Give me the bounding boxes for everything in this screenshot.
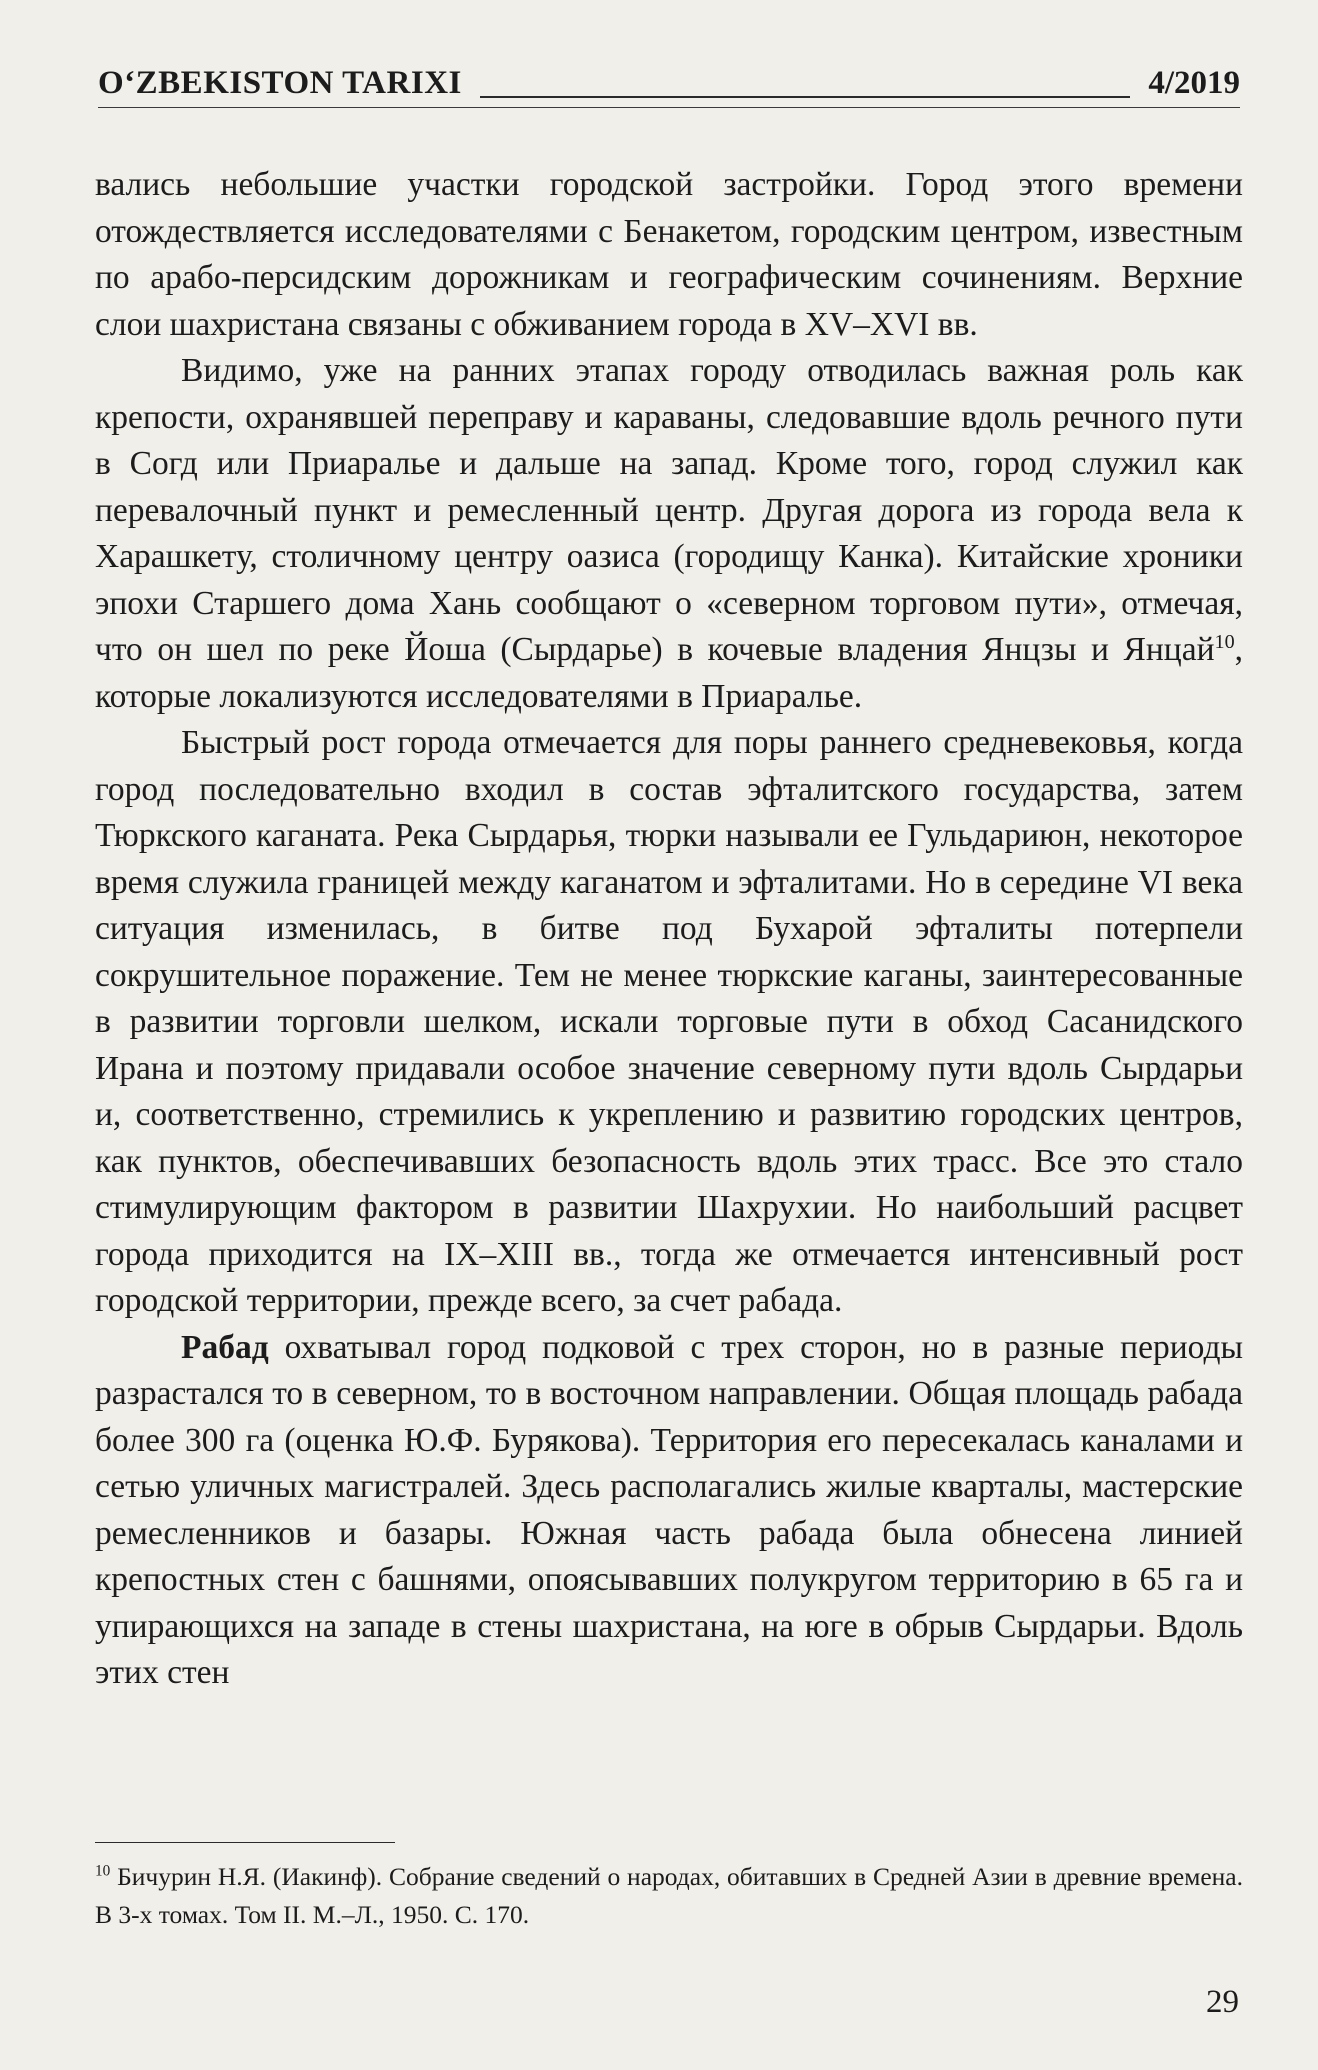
page-number: 29 xyxy=(1206,1984,1239,2020)
footnote-rule xyxy=(95,1842,395,1843)
paragraph-2 xyxy=(95,348,1243,720)
paragraph-4 xyxy=(95,1325,1243,1697)
issue-number: 4/2019 xyxy=(1148,65,1240,101)
paragraph-2-text: Видимо, уже на ранних этапах городу отводилась важная роль как крепости, охранявшей переправу и караваны, следовавшие вдоль речного пути в Согд или Приаралье и дальше на запад. Кроме того, город служил как перевалочный пункт и ремесленный центр. Другая дорога из города вела к Харашкету, столичному центру оазиса (городищу Канка). Китайские хроники эпохи Старшего дома Хань сообщают о «северном торговом пути», отмечая, что он шел по реке Йоша (Сырдарье) в кочевые владения Янцзы и Янцай xyxy=(95,352,1243,668)
header-divider xyxy=(98,107,1240,108)
running-header xyxy=(98,52,1240,100)
paragraph-4-text: охватывал город подковой с трех сторон, но в разные периоды разрастался то в северном, то в восточном направлении. Общая площадь рабада более 300 га (оценка Ю.Ф. Бурякова). Территория его пересекалась каналами и сетью уличных магистралей. Здесь располагались жилые кварталы, мастерские ремесленников и базары. Южная часть рабада была обнесена линией крепостных стен с башнями, опоясывавших полукругом территорию в 65 га и упирающихся на западе в стены шахристана, на юге в обрыв Сырдарьи. Вдоль этих стен xyxy=(95,1328,1243,1691)
term-rabad: Рабад xyxy=(181,1328,269,1366)
footnote-reference[interactable]: 10 xyxy=(1214,630,1235,653)
paragraph-2-tail: , которые локализуются исследователями в Приаралье. xyxy=(95,631,1243,715)
paragraph-1: вались небольшие участки городской застройки. Город этого времени отождествляется исследователями с Бенакетом, городским центром, известным по арабо-персидским дорожникам и географическим сочинениям. Верхние слои шахристана связаны с обживанием города в XV–XVI вв. xyxy=(95,166,1243,343)
footnote-text: Бичурин Н.Я. (Иакинф). Собрание сведений о народах, обитавших в Средней Азии в древние времена. В 3-х томах. Том II. М.–Л., 1950. С. 170. xyxy=(95,1862,1243,1929)
paragraph-3: Быстрый рост города отмечается для поры раннего средневековья, когда город последовательно входил в состав эфталитского государства, затем Тюркского каганата. Река Сырдарья, тюрки называли ее Гульдариюн, некоторое время служила границей между каганатом и эфталитами. Но в середине VI века ситуация изменилась, в битве под Бухарой эфталиты потерпели сокрушительное поражение. Тем не менее тюркские каганы, заинтересованные в развитии торговли шелком, искали торговые пути в обход Сасанидского Ирана и поэтому придавали особое значение северному пути вдоль Сырдарьи и, соответственно, стремились к укреплению и развитию городских центров, как пунктов, обеспечивавших безопасность вдоль этих трасс. Все это стало стимулирующим фактором в развитии Шахрухии. Но наибольший расцвет города приходится на IX–XIII вв., тогда же отмечается интенсивный рост городской территории, прежде всего, за счет рабада. xyxy=(95,724,1243,1319)
journal-title: O‘ZBEKISTON TARIXI xyxy=(98,65,462,101)
main-text xyxy=(95,162,1243,1697)
header-rule xyxy=(480,96,1130,98)
footnote xyxy=(95,1858,1243,1934)
footnote-number: 10 xyxy=(95,1862,111,1880)
